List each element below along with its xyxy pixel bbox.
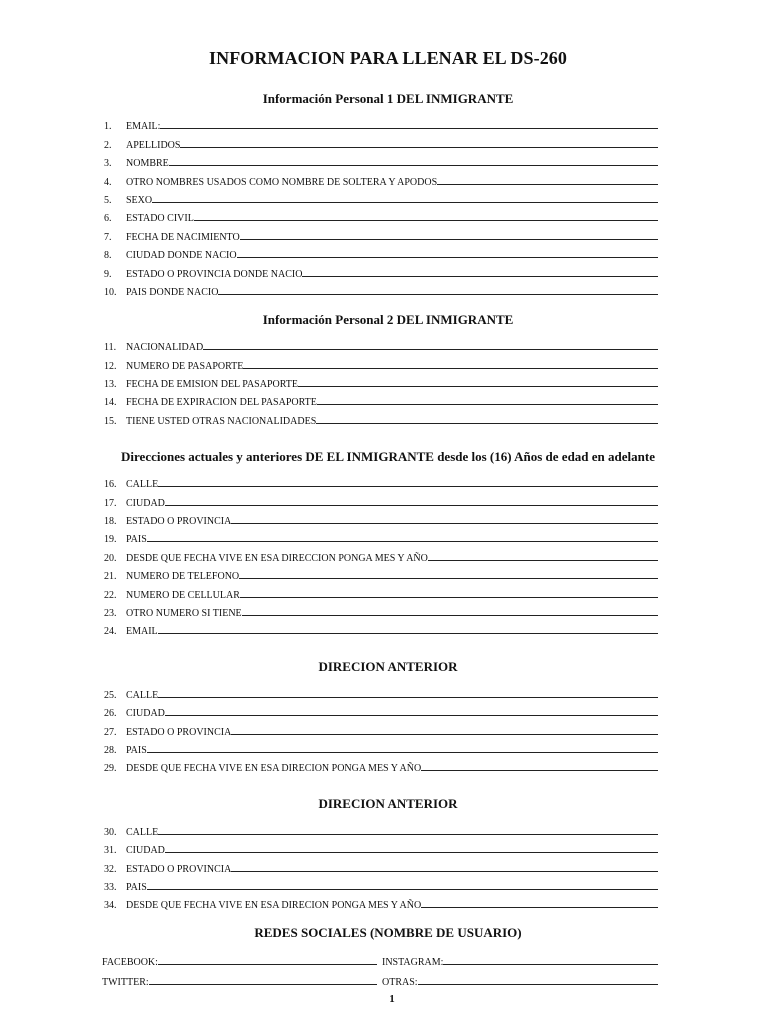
field-desde-fecha — [104, 545, 658, 563]
field-number: 31. — [104, 845, 117, 857]
field-ciudad — [104, 701, 658, 719]
field-number: 33. — [104, 881, 117, 893]
social-row — [102, 968, 658, 988]
field-number: 19. — [104, 534, 117, 546]
field-label: EMAIL — [126, 626, 158, 638]
section-title: DIRECION ANTERIOR — [318, 659, 458, 675]
field-pais — [104, 738, 658, 756]
fecha-nacimiento-blank-line[interactable] — [240, 239, 658, 240]
twitter-field — [102, 977, 377, 988]
field-estado-provincia — [104, 719, 658, 737]
field-estado-provincia — [104, 509, 658, 527]
field-otro-numero — [104, 601, 658, 619]
field-label: PAIS — [126, 744, 147, 756]
instagram-label: INSTAGRAM: — [382, 957, 444, 969]
email-blank-line[interactable] — [160, 128, 658, 129]
estado-nacio-blank-line[interactable] — [302, 276, 658, 277]
field-number: 26. — [104, 708, 117, 720]
twitter-label: TWITTER: — [102, 977, 149, 989]
field-label: OTRO NUMERO SI TIENE — [126, 607, 242, 619]
calle-blank-line[interactable] — [158, 834, 658, 835]
field-number: 29. — [104, 763, 117, 775]
field-number: 9. — [104, 268, 112, 280]
estado-provincia-blank-line[interactable] — [231, 871, 658, 872]
field-number: 30. — [104, 826, 117, 838]
field-number: 25. — [104, 689, 117, 701]
field-label: FECHA DE EMISION DEL PASAPORTE — [126, 379, 299, 391]
field-calle — [104, 472, 658, 490]
field-label: ESTADO O PROVINCIA — [126, 863, 232, 875]
field-sexo — [104, 188, 658, 206]
section-title: DIRECION ANTERIOR — [318, 796, 458, 812]
calle-blank-line[interactable] — [158, 697, 658, 698]
field-label: APELLIDOS — [126, 139, 181, 151]
field-number: 14. — [104, 397, 117, 409]
field-fecha-expiracion — [104, 390, 658, 408]
field-estado-civil — [104, 206, 658, 224]
field-label: ESTADO CIVIL — [126, 213, 194, 225]
field-otras-nacionalidades — [104, 408, 658, 426]
field-fecha-emision — [104, 372, 658, 390]
numero-pasaporte-blank-line[interactable] — [243, 368, 658, 369]
field-label: PAIS — [126, 534, 147, 546]
pais-blank-line[interactable] — [147, 889, 658, 890]
page-number: 1 — [389, 993, 395, 1005]
otras-label: OTRAS: — [382, 977, 418, 989]
field-email-direccion — [104, 619, 658, 637]
field-number: 4. — [104, 176, 112, 188]
field-label: DESDE QUE FECHA VIVE EN ESA DIRECION PONGA MES Y AÑO — [126, 900, 422, 912]
field-label: CALLE — [126, 689, 159, 701]
field-number: 16. — [104, 479, 117, 491]
field-number: 32. — [104, 863, 117, 875]
field-number: 11. — [104, 342, 117, 354]
field-estado-provincia — [104, 856, 658, 874]
email-direccion-blank-line[interactable] — [158, 633, 658, 634]
field-number: 27. — [104, 726, 117, 738]
field-label: ESTADO O PROVINCIA DONDE NACIO — [126, 268, 303, 280]
field-desde-fecha — [104, 756, 658, 774]
estado-civil-blank-line[interactable] — [194, 220, 658, 221]
field-number: 10. — [104, 286, 117, 298]
field-number: 13. — [104, 379, 117, 391]
facebook-blank-line[interactable] — [158, 964, 377, 965]
section-direccion-anterior-2 — [104, 796, 658, 911]
estado-provincia-blank-line[interactable] — [231, 734, 658, 735]
field-number: 28. — [104, 744, 117, 756]
pais-nacio-blank-line[interactable] — [218, 294, 658, 295]
field-number: 5. — [104, 194, 112, 206]
field-fecha-nacimiento — [104, 224, 658, 242]
facebook-field — [102, 957, 377, 968]
field-label: DESDE QUE FECHA VIVE EN ESA DIRECCION PONGA MES Y AÑO — [126, 552, 428, 564]
field-label: ESTADO O PROVINCIA — [126, 516, 232, 528]
ciudad-nacio-blank-line[interactable] — [237, 257, 658, 258]
field-number: 17. — [104, 497, 117, 509]
field-numero-pasaporte — [104, 353, 658, 371]
section-title: REDES SOCIALES (NOMBRE DE USUARIO) — [254, 925, 522, 941]
field-number: 6. — [104, 213, 112, 225]
field-calle — [104, 682, 658, 700]
section-direccion-anterior-1 — [104, 659, 658, 774]
field-label: CALLE — [126, 826, 159, 838]
field-number: 18. — [104, 516, 117, 528]
field-label: CIUDAD DONDE NACIO — [126, 250, 237, 262]
otro-numero-blank-line[interactable] — [242, 615, 658, 616]
pais-blank-line[interactable] — [147, 752, 658, 753]
field-nacionalidad — [104, 335, 658, 353]
nombre-blank-line[interactable] — [169, 165, 658, 166]
field-label: FECHA DE EXPIRACION DEL PASAPORTE — [126, 397, 317, 409]
document-title: INFORMACION PARA LLENAR EL DS-260 — [209, 48, 567, 68]
field-email — [104, 114, 658, 132]
field-label: DESDE QUE FECHA VIVE EN ESA DIRECION PONGA MES Y AÑO — [126, 763, 422, 775]
otros-nombres-blank-line[interactable] — [437, 184, 658, 185]
section-title: Información Personal 1 DEL INMIGRANTE — [262, 91, 514, 106]
section-personal-2 — [104, 312, 658, 427]
field-number: 22. — [104, 589, 117, 601]
field-label: CIUDAD — [126, 845, 165, 857]
instagram-field — [382, 957, 658, 968]
field-nombre — [104, 151, 658, 169]
fecha-emision-blank-line[interactable] — [298, 386, 658, 387]
field-label: NUMERO DE TELEFONO — [126, 571, 240, 583]
facebook-label: FACEBOOK: — [102, 957, 158, 969]
sexo-blank-line[interactable] — [152, 202, 658, 203]
section-personal-1 — [104, 91, 658, 298]
field-pais — [104, 875, 658, 893]
desde-fecha-blank-line[interactable] — [421, 770, 658, 771]
field-label: CALLE — [126, 479, 159, 491]
field-label: NUMERO DE CELLULAR — [126, 589, 240, 601]
field-number: 7. — [104, 231, 112, 243]
field-calle — [104, 819, 658, 837]
cellular-blank-line[interactable] — [240, 597, 658, 598]
field-estado-nacio — [104, 261, 658, 279]
otras-blank-line[interactable] — [418, 984, 658, 985]
field-desde-fecha — [104, 893, 658, 911]
section-title: Direcciones actuales y anteriores DE EL INMIGRANTE desde los (16) Años de edad en adelante — [121, 448, 655, 464]
field-label: NACIONALIDAD — [126, 342, 204, 354]
field-number: 2. — [104, 139, 112, 151]
field-label: SEXO — [126, 194, 153, 206]
telefono-blank-line[interactable] — [239, 578, 658, 579]
field-number: 21. — [104, 571, 117, 583]
desde-fecha-blank-line[interactable] — [428, 560, 658, 561]
social-row — [102, 948, 658, 968]
field-otros-nombres — [104, 169, 658, 187]
calle-blank-line[interactable] — [158, 486, 658, 487]
field-number: 1. — [104, 121, 112, 133]
field-cellular — [104, 582, 658, 600]
field-label: CIUDAD — [126, 497, 165, 509]
otras-field — [382, 977, 658, 988]
field-number: 20. — [104, 552, 117, 564]
field-number: 3. — [104, 158, 112, 170]
desde-fecha-blank-line[interactable] — [421, 907, 658, 908]
field-label: EMAIL: — [126, 121, 161, 133]
fecha-expiracion-blank-line[interactable] — [317, 404, 658, 405]
field-number: 24. — [104, 626, 117, 638]
section-direcciones-actuales — [104, 449, 658, 638]
field-ciudad — [104, 490, 658, 508]
ciudad-blank-line[interactable] — [165, 715, 658, 716]
field-number: 15. — [104, 415, 117, 427]
field-ciudad — [104, 838, 658, 856]
field-number: 34. — [104, 900, 117, 912]
ciudad-blank-line[interactable] — [165, 505, 658, 506]
field-telefono — [104, 564, 658, 582]
field-ciudad-nacio — [104, 243, 658, 261]
field-label: PAIS — [126, 881, 147, 893]
field-label: PAIS DONDE NACIO — [126, 286, 219, 298]
field-label: FECHA DE NACIMIENTO — [126, 231, 240, 243]
field-label: NUMERO DE PASAPORTE — [126, 360, 244, 372]
field-label: ESTADO O PROVINCIA — [126, 726, 232, 738]
estado-provincia-blank-line[interactable] — [231, 523, 658, 524]
instagram-blank-line[interactable] — [443, 964, 658, 965]
section-redes-sociales — [104, 925, 658, 988]
pais-blank-line[interactable] — [147, 541, 658, 542]
otras-nacionalidades-blank-line[interactable] — [316, 423, 658, 424]
section-title: Información Personal 2 DEL INMIGRANTE — [262, 311, 514, 327]
nacionalidad-blank-line[interactable] — [203, 349, 658, 350]
twitter-blank-line[interactable] — [149, 984, 377, 985]
field-number: 12. — [104, 360, 117, 372]
field-number: 8. — [104, 250, 112, 262]
field-pais — [104, 527, 658, 545]
field-label: NOMBRE — [126, 158, 169, 170]
apellidos-blank-line[interactable] — [180, 147, 658, 148]
field-apellidos — [104, 132, 658, 150]
ciudad-blank-line[interactable] — [165, 852, 658, 853]
field-number: 23. — [104, 607, 117, 619]
field-label: OTRO NOMBRES USADOS COMO NOMBRE DE SOLTERA Y APODOS — [126, 176, 438, 188]
field-label: TIENE USTED OTRAS NACIONALIDADES — [126, 415, 317, 427]
field-label: CIUDAD — [126, 708, 165, 720]
field-pais-nacio — [104, 280, 658, 298]
